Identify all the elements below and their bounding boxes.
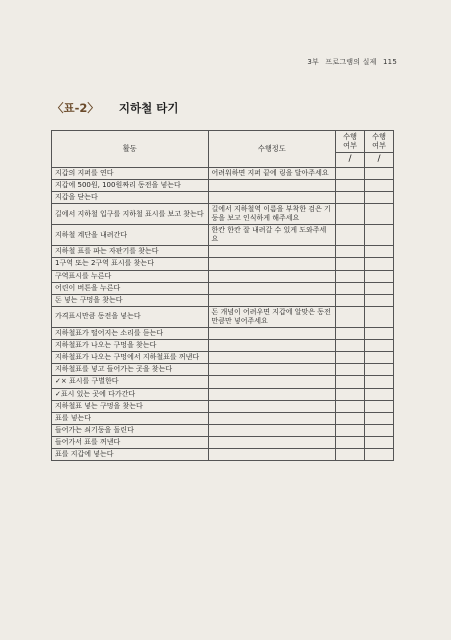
done-cell-1: [336, 340, 365, 352]
done-cell-1: [336, 167, 365, 179]
col-activity: 활동: [52, 131, 209, 168]
assist-cell: [208, 246, 336, 258]
assist-cell: [208, 376, 336, 388]
table-title: [52, 100, 178, 116]
done-cell-2: [365, 376, 394, 388]
assist-cell: [208, 436, 336, 448]
done-cell-2: [365, 388, 394, 400]
activity-cell: 어린이 버튼을 누른다: [52, 282, 209, 294]
done-cell-2: [365, 258, 394, 270]
assist-cell: [208, 282, 336, 294]
table-row: [52, 167, 394, 179]
table-row: [52, 204, 394, 225]
assist-cell: [208, 340, 336, 352]
assist-cell: 길에서 지하철역 이름을 부착한 검은 기둥을 보고 인식하게 해주세요: [208, 204, 336, 225]
assist-cell: [208, 388, 336, 400]
done-cell-2: [365, 179, 394, 191]
assist-cell: 한칸 한칸 잘 내려갈 수 있게 도와주세요: [208, 225, 336, 246]
assist-cell: [208, 400, 336, 412]
activity-cell: 길에서 지하철 입구를 지하철 표시를 보고 찾는다: [52, 204, 209, 225]
activity-cell: 1구역 또는 2구역 표시를 찾는다: [52, 258, 209, 270]
done-cell-1: [336, 204, 365, 225]
activity-cell: 가격표시만큼 동전을 넣는다: [52, 306, 209, 327]
done-cell-2: [365, 352, 394, 364]
activity-cell: 지하철표가 나오는 구멍에서 지하철표를 꺼낸다: [52, 352, 209, 364]
done-cell-2: [365, 246, 394, 258]
activity-cell: 지하철표 넣는 구멍을 찾는다: [52, 400, 209, 412]
table-caption: 지하철 타기: [118, 101, 179, 115]
col-assist: 수행정도: [208, 131, 336, 168]
activity-cell: 지하철표가 떨어지는 소리를 듣는다: [52, 328, 209, 340]
table-row: [52, 328, 394, 340]
done-cell-2: [365, 204, 394, 225]
done-cell-1: [336, 246, 365, 258]
done-cell-1: [336, 388, 365, 400]
done-cell-1: [336, 424, 365, 436]
assist-cell: [208, 179, 336, 191]
table-row: [52, 340, 394, 352]
table-row: [52, 258, 394, 270]
done-cell-2: [365, 364, 394, 376]
table-row: [52, 179, 394, 191]
check-mark-1: /: [336, 152, 365, 167]
table-row: [52, 412, 394, 424]
table-row: [52, 388, 394, 400]
table-number: 〈표-2〉: [52, 101, 99, 115]
table-row: [52, 352, 394, 364]
done-cell-2: [365, 282, 394, 294]
done-cell-1: [336, 294, 365, 306]
assist-cell: [208, 364, 336, 376]
assist-cell: [208, 352, 336, 364]
table-row: [52, 424, 394, 436]
assist-cell: [208, 424, 336, 436]
assist-cell: [208, 191, 336, 203]
page-number: 115: [383, 58, 397, 66]
done-cell-2: [365, 167, 394, 179]
table-row: [52, 225, 394, 246]
activity-table: [51, 130, 394, 461]
activity-cell: ✓표시 있는 곳에 다가간다: [52, 388, 209, 400]
col-done-2: 수행 여부: [365, 131, 394, 153]
done-cell-1: [336, 364, 365, 376]
done-cell-1: [336, 282, 365, 294]
done-cell-1: [336, 191, 365, 203]
done-cell-1: [336, 328, 365, 340]
done-cell-1: [336, 270, 365, 282]
activity-cell: 표를 넣는다: [52, 412, 209, 424]
table-row: [52, 270, 394, 282]
done-cell-2: [365, 340, 394, 352]
col-done-1: 수행 여부: [336, 131, 365, 153]
assist-cell: [208, 412, 336, 424]
done-cell-2: [365, 270, 394, 282]
activity-cell: ✓× 표시를 구별한다: [52, 376, 209, 388]
assist-cell: [208, 448, 336, 460]
assist-cell: 돈 개념이 어려우면 지갑에 알맞은 동전만큼만 넣어주세요: [208, 306, 336, 327]
done-cell-2: [365, 191, 394, 203]
table-body: [52, 167, 394, 460]
part-label: 3부: [307, 58, 319, 66]
assist-cell: [208, 270, 336, 282]
done-cell-1: [336, 412, 365, 424]
header-row: [52, 131, 394, 153]
done-cell-1: [336, 436, 365, 448]
done-cell-2: [365, 412, 394, 424]
table-row: [52, 246, 394, 258]
done-cell-1: [336, 448, 365, 460]
activity-cell: 들어가서 표를 꺼낸다: [52, 436, 209, 448]
activity-cell: 들어가는 쇠기둥을 돌린다: [52, 424, 209, 436]
done-cell-1: [336, 179, 365, 191]
table-row: [52, 306, 394, 327]
done-cell-2: [365, 448, 394, 460]
activity-cell: 지갑을 닫는다: [52, 191, 209, 203]
table-row: [52, 376, 394, 388]
done-cell-1: [336, 258, 365, 270]
activity-cell: 지하철표가 나오는 구멍을 찾는다: [52, 340, 209, 352]
done-cell-1: [336, 400, 365, 412]
table-row: [52, 448, 394, 460]
done-cell-1: [336, 376, 365, 388]
table-row: [52, 364, 394, 376]
done-cell-2: [365, 424, 394, 436]
done-cell-2: [365, 436, 394, 448]
table-row: [52, 191, 394, 203]
assist-cell: [208, 328, 336, 340]
done-cell-2: [365, 294, 394, 306]
activity-cell: 지갑에 500원, 100원짜리 동전을 넣는다: [52, 179, 209, 191]
assist-cell: [208, 258, 336, 270]
table-row: [52, 400, 394, 412]
table-row: [52, 294, 394, 306]
running-header: [303, 57, 397, 67]
activity-cell: 돈 넣는 구멍을 찾는다: [52, 294, 209, 306]
done-cell-2: [365, 306, 394, 327]
activity-cell: 지하철표를 넣고 들어가는 곳을 찾는다: [52, 364, 209, 376]
table-row: [52, 436, 394, 448]
assist-cell: [208, 294, 336, 306]
check-mark-2: /: [365, 152, 394, 167]
activity-cell: 표를 지갑에 넣는다: [52, 448, 209, 460]
done-cell-1: [336, 352, 365, 364]
done-cell-1: [336, 306, 365, 327]
done-cell-1: [336, 225, 365, 246]
done-cell-2: [365, 400, 394, 412]
activity-cell: 지갑의 지퍼를 연다: [52, 167, 209, 179]
activity-cell: 지하철 표를 파는 자판기를 찾는다: [52, 246, 209, 258]
chapter-label: 프로그램의 실제: [325, 58, 377, 66]
table-row: [52, 282, 394, 294]
done-cell-2: [365, 328, 394, 340]
done-cell-2: [365, 225, 394, 246]
assist-cell: 어려워하면 지퍼 끝에 링을 달아주세요: [208, 167, 336, 179]
activity-cell: 구역표시를 누른다: [52, 270, 209, 282]
activity-cell: 지하철 계단을 내려간다: [52, 225, 209, 246]
